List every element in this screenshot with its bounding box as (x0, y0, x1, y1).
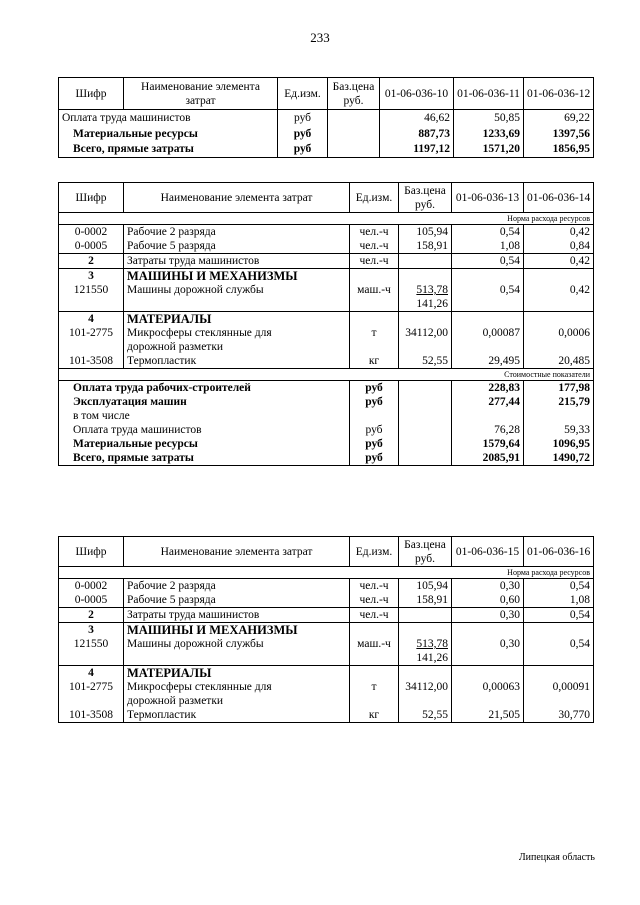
row-v2: 0,54 (524, 608, 594, 623)
header-code: Шифр (59, 78, 124, 110)
row-unit: т (350, 326, 399, 354)
row-code: 121550 (59, 637, 124, 666)
header-unit: Ед.изм. (350, 537, 399, 567)
header-col3: 01-06-036-12 (524, 78, 594, 110)
cost-unit: руб (350, 437, 399, 451)
price-secondary: 141,26 (416, 298, 448, 310)
row-v1: 0,30 (452, 579, 524, 594)
row-v1: 0,30 (452, 637, 524, 666)
cost-v1: 277,44 (452, 395, 524, 409)
row-name: Оплата труда машинистов (59, 110, 278, 126)
table-row (59, 239, 594, 254)
row-v1: 0,00063 (452, 680, 524, 708)
table-row (59, 126, 594, 142)
row-price: 34112,00 (399, 326, 452, 354)
row-v2: 0,84 (524, 239, 594, 254)
section-row (59, 269, 594, 284)
row-v1: 0,60 (452, 593, 524, 608)
cost-name: Оплата труда машинистов (59, 423, 350, 437)
row-name: Термопластик (124, 708, 350, 723)
header-code: Шифр (59, 537, 124, 567)
table-row (59, 225, 594, 240)
table-row (59, 579, 594, 594)
row-price (399, 254, 452, 269)
row-unit: чел.-ч (350, 593, 399, 608)
cost-unit: руб (350, 423, 399, 437)
row-price (328, 110, 380, 126)
row-price (328, 142, 380, 158)
section-name: МАШИНЫ И МЕХАНИЗМЫ (124, 623, 350, 638)
row-price (399, 283, 452, 312)
row-v2: 20,485 (524, 354, 594, 369)
row-v1: 1197,12 (380, 142, 454, 158)
cost-v2: 215,79 (524, 395, 594, 409)
row-v3: 1856,95 (524, 142, 594, 158)
row-code: 101-2775 (59, 680, 124, 708)
footer-region: Липецкая область (518, 852, 595, 863)
header-price (399, 537, 452, 567)
row-code: 0-0005 (59, 239, 124, 254)
row-price: 105,94 (399, 579, 452, 594)
row-unit: маш.-ч (350, 637, 399, 666)
header-unit: Ед.изм. (350, 183, 399, 213)
table-row (59, 254, 594, 269)
row-v1: 0,54 (452, 254, 524, 269)
table-header-row (59, 183, 594, 213)
header-col2: 01-06-036-11 (454, 78, 524, 110)
cost-v2: 177,98 (524, 381, 594, 396)
row-code: 0-0002 (59, 225, 124, 240)
row-unit: т (350, 680, 399, 708)
header-price-line1: Баз.цена (404, 538, 446, 551)
cost-v1: 228,83 (452, 381, 524, 396)
cost-unit: руб (350, 395, 399, 409)
cost-caption-row (59, 369, 594, 381)
table-header-row (59, 537, 594, 567)
row-price: 52,55 (399, 354, 452, 369)
row-price: 34112,00 (399, 680, 452, 708)
header-unit: Ед.изм. (278, 78, 328, 110)
row-name: Рабочие 2 разряда (124, 225, 350, 240)
row-price: 52,55 (399, 708, 452, 723)
row-code: 101-2775 (59, 326, 124, 354)
section-code: 4 (59, 666, 124, 681)
header-name-line2: затрат (185, 94, 216, 107)
section-code: 3 (59, 623, 124, 638)
table-row (59, 142, 594, 158)
row-code: 101-3508 (59, 708, 124, 723)
row-unit: руб (278, 126, 328, 142)
header-price-line2: руб. (415, 552, 435, 565)
cost-v1: 2085,91 (452, 451, 524, 466)
header-name: Наименование элемента затрат (124, 537, 350, 567)
section-code: 4 (59, 312, 124, 327)
row-v2: 0,00091 (524, 680, 594, 708)
table-row (59, 283, 594, 312)
section-row (59, 666, 594, 681)
row-unit: маш.-ч (350, 283, 399, 312)
cost-v2: 59,33 (524, 423, 594, 437)
cost-name: в том числе (59, 409, 350, 423)
row-name (124, 680, 350, 708)
header-price-line1: Баз.цена (332, 80, 375, 93)
row-unit: чел.-ч (350, 225, 399, 240)
row-code: 121550 (59, 283, 124, 312)
table-row (59, 354, 594, 369)
norm-caption: Норма расхода ресурсов (59, 213, 594, 225)
row-v2: 50,85 (454, 110, 524, 126)
cost-name: Оплата труда рабочих-строителей (59, 381, 350, 396)
header-col1: 01-06-036-15 (452, 537, 524, 567)
row-v3: 1397,56 (524, 126, 594, 142)
norm-caption-row (59, 567, 594, 579)
table-row (59, 608, 594, 623)
cost-unit: руб (350, 381, 399, 396)
row-code: 0-0002 (59, 579, 124, 594)
header-price-line2: руб. (343, 94, 364, 107)
row-v2: 1233,69 (454, 126, 524, 142)
header-col2: 01-06-036-14 (524, 183, 594, 213)
header-name: Наименование элемента затрат (124, 183, 350, 213)
row-v2: 30,770 (524, 708, 594, 723)
table-row (59, 593, 594, 608)
row-code: 101-3508 (59, 354, 124, 369)
row-code: 2 (59, 254, 124, 269)
row-v1: 887,73 (380, 126, 454, 142)
cost-unit: руб (350, 451, 399, 466)
table-row (59, 326, 594, 354)
row-v2: 0,42 (524, 254, 594, 269)
header-price (328, 78, 380, 110)
table-header-row (59, 78, 594, 110)
row-price: 158,91 (399, 239, 452, 254)
price-secondary: 141,26 (416, 652, 448, 664)
row-v1: 0,54 (452, 225, 524, 240)
cost-summary-table-1 (58, 77, 594, 158)
row-name-line1: Микросферы стеклянные для (127, 681, 272, 693)
cost-v2: 1096,95 (524, 437, 594, 451)
price-main: 513,78 (416, 284, 448, 296)
section-code: 3 (59, 269, 124, 284)
cost-caption: Стоимостные показатели (59, 369, 594, 381)
header-name (124, 78, 278, 110)
resource-norms-table-2 (58, 182, 594, 466)
row-name: Рабочие 2 разряда (124, 579, 350, 594)
row-name: Машины дорожной службы (124, 637, 350, 666)
row-name: Затраты труда машинистов (124, 608, 350, 623)
row-unit: чел.-ч (350, 239, 399, 254)
cost-row (59, 423, 594, 437)
row-unit: чел.-ч (350, 608, 399, 623)
row-name-line2: дорожной разметки (127, 695, 224, 707)
header-price-line2: руб. (415, 198, 435, 211)
row-unit: кг (350, 354, 399, 369)
row-name-line2: дорожной разметки (127, 341, 224, 353)
header-code: Шифр (59, 183, 124, 213)
header-price-line1: Баз.цена (404, 184, 446, 197)
row-unit: чел.-ч (350, 579, 399, 594)
row-name: Рабочие 5 разряда (124, 593, 350, 608)
cost-row (59, 409, 594, 423)
row-name: Всего, прямые затраты (59, 142, 278, 158)
row-v1: 0,54 (452, 283, 524, 312)
row-name: Затраты труда машинистов (124, 254, 350, 269)
row-price (399, 637, 452, 666)
row-unit: руб (278, 142, 328, 158)
row-name (124, 326, 350, 354)
row-v1: 29,495 (452, 354, 524, 369)
row-v2: 0,54 (524, 637, 594, 666)
section-name: МАШИНЫ И МЕХАНИЗМЫ (124, 269, 350, 284)
row-name: Машины дорожной службы (124, 283, 350, 312)
row-code: 2 (59, 608, 124, 623)
resource-norms-table-3 (58, 536, 594, 723)
header-price (399, 183, 452, 213)
norm-caption-row (59, 213, 594, 225)
cost-row (59, 437, 594, 451)
row-price (328, 126, 380, 142)
header-col1: 01-06-036-13 (452, 183, 524, 213)
row-v2: 1,08 (524, 593, 594, 608)
row-v2: 0,42 (524, 283, 594, 312)
header-name-line1: Наименование элемента (141, 80, 260, 93)
norm-caption: Норма расхода ресурсов (59, 567, 594, 579)
row-v3: 69,22 (524, 110, 594, 126)
cost-row (59, 395, 594, 409)
row-v1: 0,30 (452, 608, 524, 623)
row-v2: 0,0006 (524, 326, 594, 354)
table-row (59, 637, 594, 666)
cost-v1: 1579,64 (452, 437, 524, 451)
cost-name: Всего, прямые затраты (59, 451, 350, 466)
row-code: 0-0005 (59, 593, 124, 608)
row-unit: руб (278, 110, 328, 126)
header-col1: 01-06-036-10 (380, 78, 454, 110)
row-v1: 21,505 (452, 708, 524, 723)
row-unit: чел.-ч (350, 254, 399, 269)
section-name: МАТЕРИАЛЫ (124, 312, 350, 327)
cost-name: Эксплуатация машин (59, 395, 350, 409)
price-main: 513,78 (416, 638, 448, 650)
table-row (59, 708, 594, 723)
row-price: 105,94 (399, 225, 452, 240)
row-v2: 1571,20 (454, 142, 524, 158)
row-name: Рабочие 5 разряда (124, 239, 350, 254)
cost-v2: 1490,72 (524, 451, 594, 466)
row-name-line1: Микросферы стеклянные для (127, 327, 272, 339)
section-name: МАТЕРИАЛЫ (124, 666, 350, 681)
row-v2: 0,42 (524, 225, 594, 240)
cost-row (59, 451, 594, 466)
cost-name: Материальные ресурсы (59, 437, 350, 451)
row-unit: кг (350, 708, 399, 723)
row-name: Термопластик (124, 354, 350, 369)
section-row (59, 312, 594, 327)
table-row (59, 680, 594, 708)
page-number: 233 (310, 30, 330, 45)
section-row (59, 623, 594, 638)
row-name: Материальные ресурсы (59, 126, 278, 142)
cost-row (59, 381, 594, 396)
cost-v1: 76,28 (452, 423, 524, 437)
row-v1: 46,62 (380, 110, 454, 126)
header-col2: 01-06-036-16 (524, 537, 594, 567)
row-v2: 0,54 (524, 579, 594, 594)
row-v1: 0,00087 (452, 326, 524, 354)
row-v1: 1,08 (452, 239, 524, 254)
row-price (399, 608, 452, 623)
row-price: 158,91 (399, 593, 452, 608)
table-row (59, 110, 594, 126)
